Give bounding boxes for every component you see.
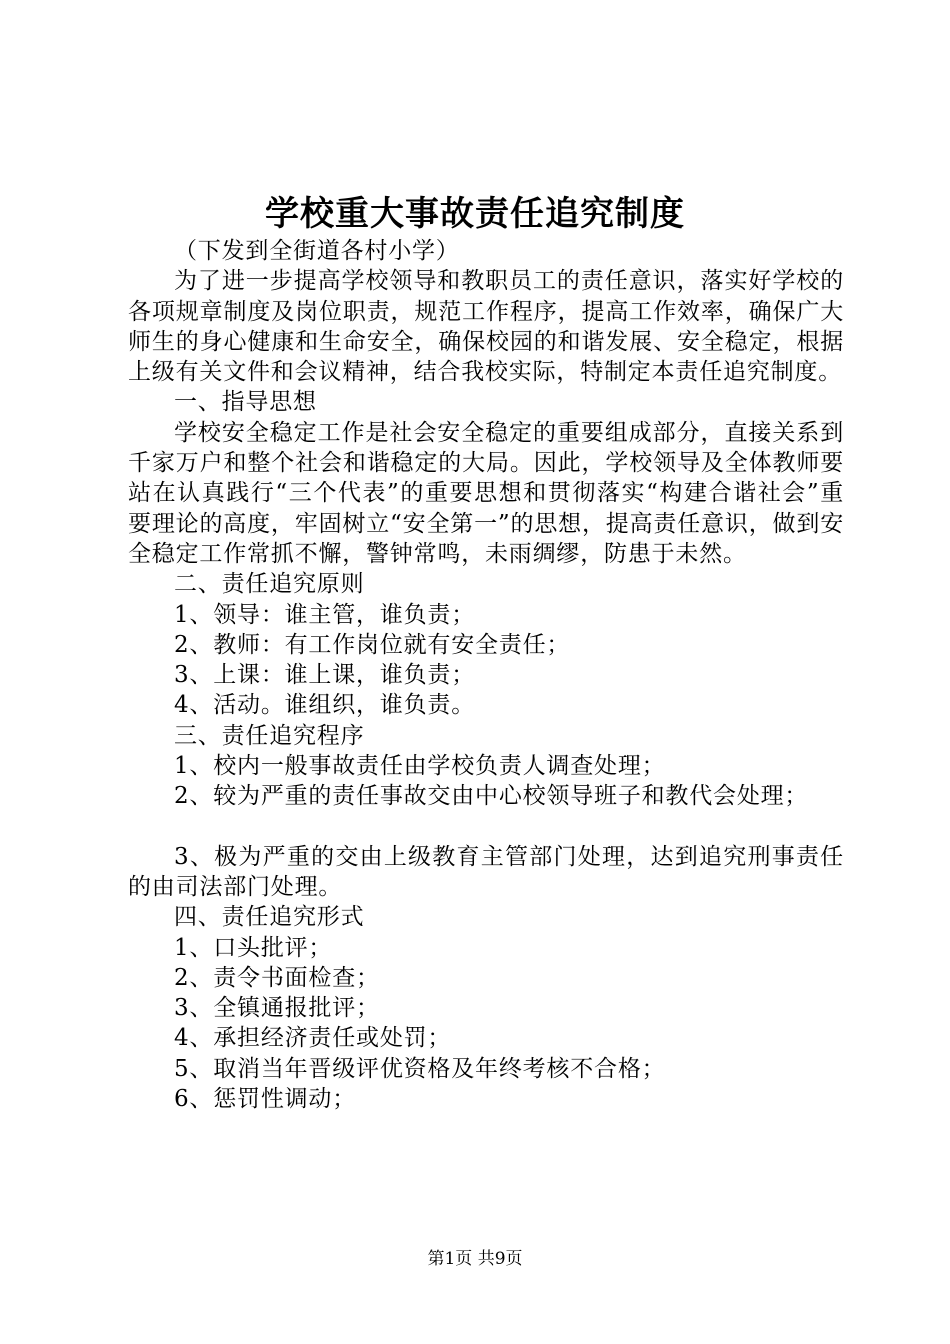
list-item: 1、领导：谁主管，谁负责； [174, 601, 476, 628]
list-item: 2、责令书面检查； [174, 964, 380, 991]
section-heading-2: 二、责任追究原则 [174, 571, 365, 598]
list-item: 3、极为严重的交由上级教育主管部门处理，达到追究刑事责任的由司法部门处理。 [128, 843, 844, 900]
document-title: 学校重大事故责任追究制度 [265, 194, 685, 234]
list-item: 1、口头批评； [174, 934, 333, 961]
section-heading-3: 三、责任追究程序 [174, 722, 365, 749]
section-heading-1: 一、指导思想 [174, 389, 317, 416]
list-item: 3、全镇通报批评； [174, 995, 380, 1022]
subtitle: （下发到全街道各村小学） [174, 238, 460, 264]
list-item: 2、教师：有工作岗位就有安全责任； [174, 631, 571, 658]
list-item: 6、惩罚性调动； [174, 1086, 357, 1113]
list-item: 3、上课：谁上课，谁负责； [174, 662, 476, 689]
list-item: 2、较为严重的责任事故交由中心校领导班子和教代会处理； [174, 783, 809, 810]
paragraph-guiding-thought: 学校安全稳定工作是社会安全稳定的重要组成部分，直接关系到千家万户和整个社会和谐稳定的大局。因此，学校领导及全体教师要站在认真践行“三个代表”的重要思想和贯彻落实“构建合谐社会”重要理论的高度，牢固树立“安全第一”的思想，提高责任意识，做到安全稳定工作常抓不懈，警钟常鸣，未雨绸缪，防患于未然。 [128, 419, 844, 567]
document-body [128, 236, 844, 1114]
list-item: 1、校内一般事故责任由学校负责人调查处理； [174, 753, 666, 780]
list-item: 4、承担经济责任或处罚； [174, 1025, 452, 1052]
section-heading-4: 四、责任追究形式 [174, 904, 365, 931]
list-item: 4、活动。谁组织，谁负责。 [174, 692, 476, 719]
list-item: 5、取消当年晋级评优资格及年终考核不合格； [174, 1055, 666, 1082]
page-number: 第1页 共9页 [427, 1249, 523, 1269]
paragraph-intro: 为了进一步提高学校领导和教职员工的责任意识，落实好学校的各项规章制度及岗位职责，规范工作程序，提高工作效率，确保广大师生的身心健康和生命安全，确保校园的和谐发展、安全稳定，根据上级有关文件和会议精神，结合我校实际，特制定本责任追究制度。 [128, 268, 844, 386]
